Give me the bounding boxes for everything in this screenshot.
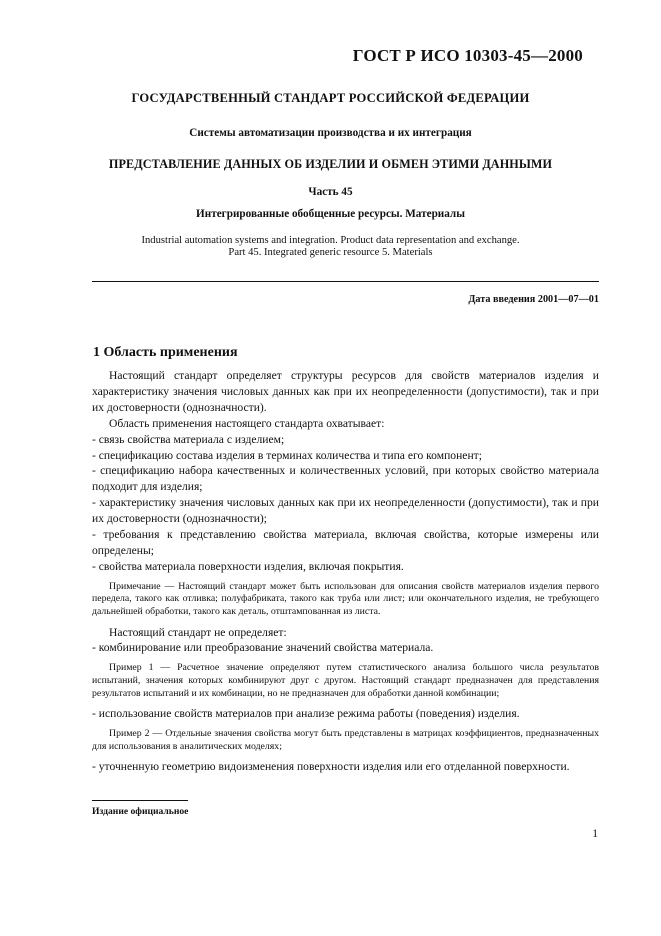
list-item: - связь свойства материала с изделием; [92, 432, 285, 446]
part-number: Часть 45 [308, 186, 353, 198]
series-title: Системы автоматизации производства и их интеграция [189, 127, 472, 139]
list-item: - спецификацию набора качественных и количественных условий, при которых свойство материала подходит для изделия; [92, 464, 599, 494]
header-divider [92, 281, 599, 282]
document-title: ПРЕДСТАВЛЕНИЕ ДАННЫХ ОБ ИЗДЕЛИИ И ОБМЕН ЭТИМИ ДАННЫМИ [108, 157, 553, 171]
state-standard-heading: ГОСУДАРСТВЕННЫЙ СТАНДАРТ РОССИЙСКОЙ ФЕДЕРАЦИИ [131, 91, 530, 105]
english-title-line-1: Industrial automation systems and integration. Product data representation and exchange. [141, 235, 520, 246]
paragraph: Область применения настоящего стандарта охватывает: [109, 416, 385, 430]
list-item: - комбинирование или преобразование значений свойства материала. [92, 641, 434, 655]
list-item: - характеристику значения числовых данных как при их неопределенности (допустимости), так и при их достоверности (однозначности); [92, 496, 599, 526]
section-body [92, 365, 599, 775]
list-item: - уточненную геометрию видоизменения поверхности изделия или его отделанной поверхности. [92, 760, 570, 774]
example: Пример 2 — Отдельные значения свойства могут быть представлены в матрицах коэффициентов, предназначенных для использования в аналитических моделях; [92, 728, 599, 752]
list-item: - спецификацию состава изделия в терминах количества и типа его компонент; [92, 448, 482, 462]
note: Примечание — Настоящий стандарт может быть использован для описания свойств материалов изделия первого передела, такого как отливка; полуфабриката, такого как труба или лист; или окончательного изделия, не требующего дальнейшей обработки, такого как деталь, отштампованная из листа. [92, 580, 599, 617]
example: Пример 1 — Расчетное значение определяют путем статистического анализа большого числа результатов испытаний, значения которых комбинируют друг с другом. Настоящий стандарт предназначен для представления результатов испытаний и их комбинации, но не предназначен для обработки данной комбинации; [92, 662, 599, 699]
list-item: - свойства материала поверхности изделия, включая покрытия. [92, 559, 404, 573]
footer-divider [92, 800, 188, 801]
list-item: - использование свойств материалов при анализе режима работы (поведения) изделия. [92, 707, 520, 721]
document-code: ГОСТ Р ИСО 10303-45—2000 [352, 46, 583, 65]
page-number: 1 [592, 827, 598, 840]
paragraph: Настоящий стандарт не определяет: [109, 625, 287, 639]
section-title: 1 Область применения [93, 345, 238, 360]
list-item: - требования к представлению свойства материала, включая свойства, которые измерены или определены; [92, 528, 599, 557]
paragraph: Настоящий стандарт определяет структуры ресурсов для свойств материалов изделия и характеристику значения числовых данных как при их неопределенности (допустимости), так и при их достоверности (однозначности). [92, 369, 599, 414]
part-title: Интегрированные обобщенные ресурсы. Материалы [196, 208, 465, 220]
introduction-date: Дата введения 2001—07—01 [468, 294, 599, 305]
edition-label: Издание официальное [92, 806, 189, 817]
english-title-line-2: Part 45. Integrated generic resource 5. Materials [228, 247, 433, 258]
